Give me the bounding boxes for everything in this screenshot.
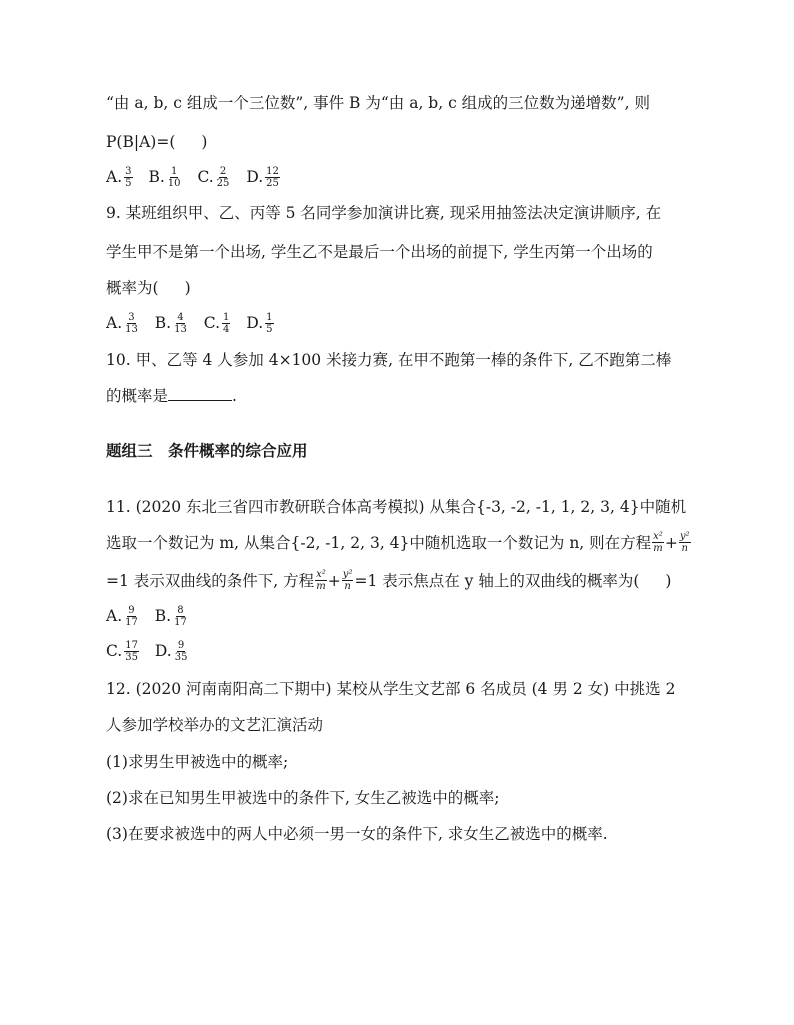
q11-stem-3a: =1 表示双曲线的条件下, 方程 (106, 572, 315, 590)
q12-line2: 人参加学校举办的文艺汇演活动 (106, 716, 324, 734)
q8-stem: P(B|A)=( (106, 133, 176, 151)
q11-plus-b: + (327, 572, 341, 590)
q11-option-a: A. $\frac{9}{17}$ (106, 604, 138, 628)
q11-line2 (106, 532, 692, 556)
q8-options (106, 166, 291, 190)
q8-line2 (106, 131, 207, 153)
q8-line1: “由 a, b, c 组成一个三位数”, 事件 B 为“由 a, b, c 组成的三位数为递增数”, 则 (106, 94, 650, 112)
q9-option-a: A. $\frac{3}{13}$ (106, 311, 138, 335)
q11-line3 (106, 570, 671, 594)
q11-line1: 11. (2020 东北三省四市教研联合体高考模拟) 从集合{-3, -2, -1, 1, 2, 3, 4}中随机 (106, 498, 687, 516)
q10-line2 (106, 385, 237, 407)
q11-plus-a: + (664, 534, 678, 552)
q8-option-c: C. $\frac{2}{25}$ (197, 165, 230, 189)
q12-sub2: (2)求在已知男生甲被选中的条件下, 女生乙被选中的概率; (106, 789, 500, 807)
q11-option-c: C. $\frac{17}{35}$ (106, 639, 138, 663)
q11-stem-2: 选取一个数记为 m, 从集合{-2, -1, 2, 3, 4}中随机选取一个数记为 n, 则在方程 (106, 534, 652, 552)
q9-line2: 学生甲不是第一个出场, 学生乙不是最后一个出场的前提下, 学生丙第一个出场的 (106, 243, 653, 261)
q9-stem: 概率为( (106, 279, 159, 297)
q12-line1: 12. (2020 河南南阳高二下期中) 某校从学生文艺部 6 名成员 (4 男 2 女) 中挑选 2 (106, 680, 676, 698)
section-title: 题组三 条件概率的综合应用 (106, 442, 308, 460)
q8-option-d: D. $\frac{12}{25}$ (246, 165, 279, 189)
q9-paren-close: ) (184, 279, 191, 297)
q9-options (106, 312, 285, 336)
q8-paren-close: ) (201, 133, 208, 151)
q11-stem-3b: =1 表示焦点在 y 轴上的双曲线的概率为( (354, 572, 640, 590)
q11-frac-x-m-a: $\frac{\text{x²}}{m}$ (653, 530, 663, 554)
q9-option-c: C. $\frac{1}{4}$ (203, 311, 230, 335)
q11-frac-y-n-a: $\frac{\text{y²}}{n}$ (679, 530, 690, 554)
q10-period: . (232, 387, 237, 405)
q11-option-b: B. $\frac{8}{17}$ (154, 604, 187, 628)
q11-options-row1 (106, 605, 199, 629)
q11-frac-x-m-b: $\frac{\text{x²}}{m}$ (316, 568, 326, 592)
q11-paren-close: ) (665, 572, 672, 590)
q12-sub3: (3)在要求被选中的两人中必须一男一女的条件下, 求女生乙被选中的概率. (106, 825, 608, 843)
q8-option-b: B. $\frac{1}{10}$ (148, 165, 181, 189)
q10-line1: 10. 甲、乙等 4 人参加 4×100 米接力赛, 在甲不跑第一棒的条件下, 乙不跑第二棒 (106, 351, 672, 369)
q11-option-d: D. $\frac{9}{35}$ (154, 639, 188, 663)
q8-option-a: A. $\frac{3}{5}$ (106, 165, 132, 189)
q9-option-b: B. $\frac{4}{13}$ (154, 311, 187, 335)
q9-line3 (106, 277, 191, 299)
q11-options-row2 (106, 640, 199, 664)
q10-answer-blank (168, 386, 232, 401)
q12-sub1: (1)求男生甲被选中的概率; (106, 753, 289, 771)
q9-line1: 9. 某班组织甲、乙、丙等 5 名同学参加演讲比赛, 现采用抽签法决定演讲顺序, 在 (106, 204, 662, 222)
q10-stem: 的概率是 (106, 387, 169, 405)
q9-option-d: D. $\frac{1}{5}$ (246, 311, 273, 335)
q11-frac-y-n-b: $\frac{\text{y²}}{n}$ (342, 568, 353, 592)
